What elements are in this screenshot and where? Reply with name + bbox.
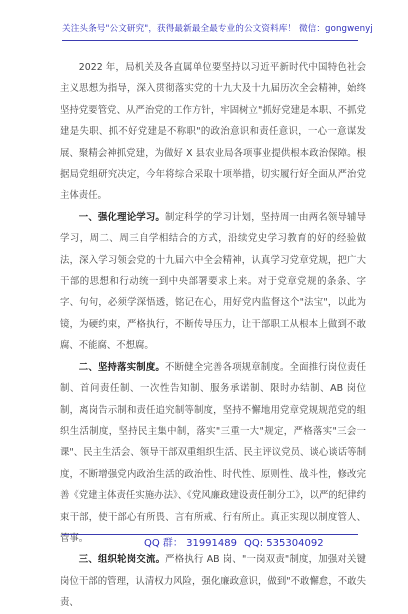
paragraph-section-3 xyxy=(60,549,366,613)
paragraph-text: 不断健全完善各项规章制度。全面推行岗位责任制、首问责任制、一次性告知制、服务承诺制、限时办结制、AB 岗位制，离岗告示制和责任追究制等制度，坚持不懈地用党章党规规范党的组织生活制度，坚持民主集中制，落实"三重一大"规定，严格落实"三会一课"、民主生活会、领导干部双重组织生活、民主评议党员、谈心谈话等制度，不断增强党内政治生活的政治性、时代性、原则性、战斗性，修改完善《党建主体责任实施办法》、《党风廉政建设责任制分工》，以严的纪律约束干部，使干部心有所畏、言有所戒、行有所止。真正实现以制度管人、管事。 xyxy=(60,361,366,544)
document-body xyxy=(60,57,366,614)
paragraph-text: 严格执行 AB 岗、"一岗双责"制度，加强对关键岗位干部的管理，认清权力风险，强化廉政意识，做到"不敢懈怠，不敢失责、 xyxy=(60,554,366,609)
page-header: 关注头条号"公文研究"，获得最新最全最专业的公文资料库！ 微信：gongwenyj xyxy=(62,24,373,34)
paragraph-text: 制定科学的学习计划，坚持周一由两名领导辅导学习，周二、周三自学相结合的方式，沿续党史学习教育的好的经验做法，深入学习领会党的十九届六中全会精神，认真学习党章党规，把广大干部的思想和行动统一到中央部署要求上来。对于党章党规的条条、字字、句句，必须学深悟透，铭记在心，用好党内监督这个"法宝"，以此为镜，为硬约束，严格执行，不断传导压力，让干部职工从根本上做到不敢腐、不能腐、不想腐。 xyxy=(60,211,366,352)
page-footer xyxy=(62,536,358,552)
paragraph-text: 2022 年，局机关及各直属单位要坚持以习近平新时代中国特色社会主义思想为指导，深入贯彻落实党的十九大及十九届历次全会精神，始终坚持党要管党、从严治党的工作方针，牢固树立"抓好党建是本职、不抓党建是失职、抓不好党建是不称职"的政治意识和责任意识，一心一意谋发展、聚精会神抓党建，为做好 X 县农业局各项事业提供根本政治保障。根据局党组研究决定，今年将综合采取十项举措，切实履行好全面从严治党主体责任。 xyxy=(60,62,366,202)
header-divider xyxy=(62,40,358,41)
footer-divider xyxy=(62,534,358,535)
section-heading: 一、强化理论学习。 xyxy=(78,211,166,223)
paragraph-section-1 xyxy=(60,207,366,357)
qq-number-text: QQ: 535304092 xyxy=(244,538,324,549)
paragraph-intro xyxy=(60,57,366,207)
paragraph-section-2 xyxy=(60,357,366,550)
section-heading: 三、组织轮岗交流。 xyxy=(78,554,166,566)
qq-group-text: QQ 群： 31991489 xyxy=(144,538,237,549)
section-heading: 二、坚持落实制度。 xyxy=(78,361,166,373)
